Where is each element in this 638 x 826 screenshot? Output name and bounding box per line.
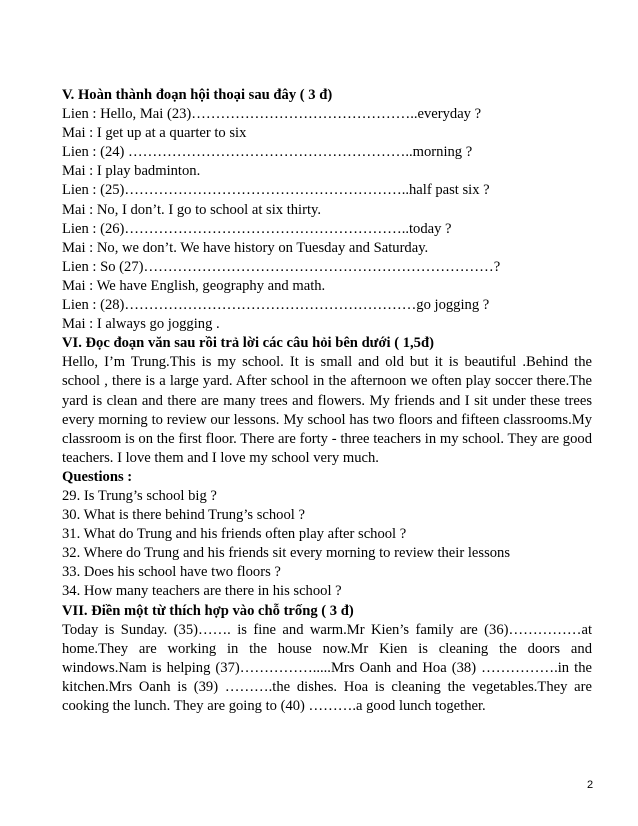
dialogue-line: Mai : We have English, geography and math.: [62, 277, 326, 294]
dialogue-line: Lien : (26)…………………………………………………..today ?: [62, 220, 452, 237]
question-item: 30. What is there behind Trung’s school ?: [62, 507, 305, 524]
dialogue-line: Mai : I always go jogging .: [62, 316, 220, 333]
worksheet-page: [62, 86, 592, 716]
question-item: 32. Where do Trung and his friends sit every morning to review their lessons: [62, 545, 511, 562]
questions-heading: Questions :: [62, 468, 133, 485]
dialogue-line: Mai : No, I don’t. I go to school at six thirty.: [62, 201, 322, 218]
dialogue-line: Lien : (28)……………………………………………………go jogging ?: [62, 297, 490, 314]
dialogue-line: Lien : (24) …………………………………………………..morning ?: [62, 144, 473, 161]
section-6-heading: VI. Đọc đoạn văn sau rồi trả lời các câu hỏi bên dưới ( 1,5đ): [62, 335, 434, 352]
section-5-heading: V. Hoàn thành đoạn hội thoại sau đây ( 3 đ): [62, 87, 333, 103]
fill-in-passage: Today is Sunday. (35)……. is fine and warm.Mr Kien’s family are (36)……………at home.They are working in the house now.Mr Kien is cleaning the doors and windows.Nam is helping (37)…………….....Mrs Oanh and Hoa (38) …………….in the kitchen.Mrs Oanh is (39) ……….the dishes. Hoa is cleaning the vegetables.They are cooking the lunch. They are going to (40) ……….a good lunch together.: [62, 621, 592, 714]
question-item: 34. How many teachers are there in his school ?: [62, 583, 342, 600]
dialogue-line: Mai : No, we don’t. We have history on Tuesday and Saturday.: [62, 239, 429, 256]
section-7-heading: VII. Điền một từ thích hợp vào chỗ trống ( 3 đ): [62, 602, 354, 619]
reading-passage: Hello, I’m Trung.This is my school. It is small and old but it is beautiful .Behind the school , there is a large yard. After school in the afternoon we often play soccer there.The yard is clean and there are many trees and flowers. My friends and I sit under these trees every morning to review our lessons. My school has two floors and fifteen classrooms.My classroom is on the first floor. There are forty - three teachers in my school. They are good teachers. I love them and I love my school very much.: [62, 354, 592, 466]
dialogue-line: Mai : I play badminton.: [62, 163, 201, 180]
dialogue-line: Mai : I get up at a quarter to six: [62, 125, 247, 142]
question-item: 29. Is Trung’s school big ?: [62, 487, 217, 504]
dialogue-line: Lien : Hello, Mai (23)………………………………………..everyday ?: [62, 106, 482, 123]
question-item: 33. Does his school have two floors ?: [62, 564, 281, 581]
page-number: 2: [587, 779, 594, 791]
dialogue-line: Lien : So (27)………………………………………………………………?: [62, 258, 501, 275]
dialogue-line: Lien : (25)…………………………………………………..half past six ?: [62, 182, 490, 199]
question-item: 31. What do Trung and his friends often play after school ?: [62, 526, 407, 543]
